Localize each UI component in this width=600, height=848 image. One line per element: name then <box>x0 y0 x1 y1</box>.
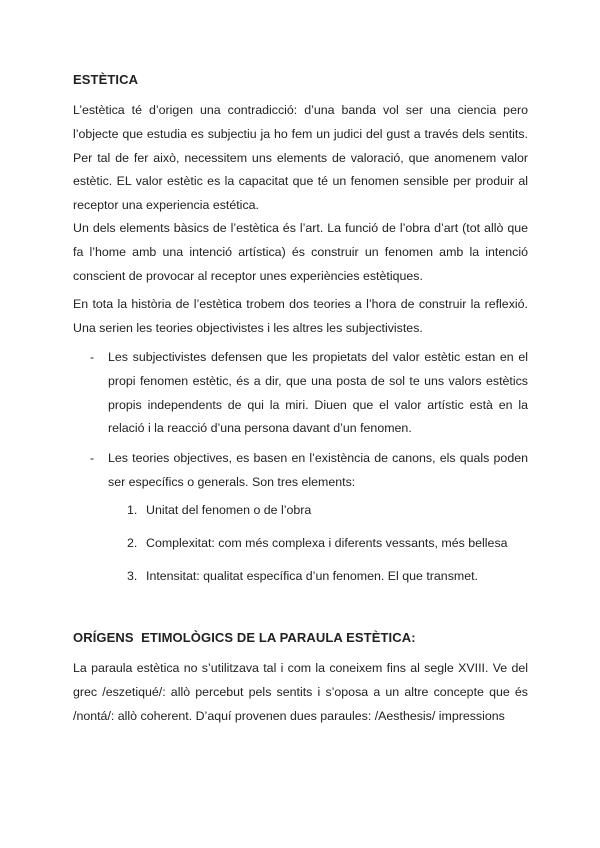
bullet-item-objectivists <box>90 447 528 495</box>
paragraph-origin: L’estètica té d’origen una contradicció: d’una banda vol ser una ciencia pero l’objecte que estudia es subjectiu ja ho fem un judici del gust a través dels sentits. Per tal de fer això, necessitem uns elements de valoració, que anomenem valor estètic. EL valor estètic es la capacitat que té un fenomen sensible per produir al receptor una experiencia estética. <box>73 103 528 213</box>
numbered-item-unitat <box>127 500 311 520</box>
section-title-estetica: ESTÈTICA <box>73 72 139 87</box>
item-number: 2. <box>127 536 138 550</box>
item-number: 3. <box>127 569 138 583</box>
item-number: 1. <box>127 503 138 517</box>
bullet-marker: - <box>90 350 95 364</box>
paragraph-etymology: La paraula estètica no s’utilitzava tal i com la coneixem fins al segle XVIII. Ve del grec /eszetiqué/: allò percebut pels sentits i s’oposa a un altre concepte que és /nontá/: allò coherent. D’aquí provenen dues paraules: /Aesthesis/ impressions <box>73 661 528 723</box>
item-text: Intensitat: qualitat específica d’un fenomen. El que transmet. <box>146 569 478 583</box>
paragraph-theories: En tota la història de l’estètica trobem dos teories a l’hora de construir la reflexió. Una serien les teories objectivistes i les altres les subjectivistes. <box>73 297 528 335</box>
item-text: Complexitat: com més complexa i diferents vessants, més bellesa <box>146 536 508 550</box>
section-title-origens: ORÍGENS ETIMOLÒGICS DE LA PARAULA ESTÈTICA: <box>73 630 416 645</box>
numbered-item-intensitat <box>127 566 478 586</box>
bullet-marker: - <box>90 451 95 465</box>
numbered-item-complexitat <box>127 533 508 553</box>
item-text: Unitat del fenomen o de l’obra <box>146 503 312 517</box>
bullet-text: Les subjectivistes defensen que les propietats del valor estètic estan en el propi fenomen estètic, és a dir, que una posta de sol te uns valors estètics propis independents de qui la miri. Diuen que el valor artístic està en la relació i la reacció d’una persona davant d’un fenomen. <box>108 350 528 436</box>
paragraph-art: Un dels elements bàsics de l’estètica és l’art. La funció de l’obra d’art (tot allò que fa l’home amb una intenció artística) és construir un fenomen amb la intenció conscient de provocar al receptor unes experiències estètiques. <box>73 221 528 283</box>
bullet-item-subjectivists <box>90 346 528 441</box>
bullet-text: Les teories objectives, es basen en l’existència de canons, els quals poden ser específics o generals. Son tres elements: <box>108 451 528 489</box>
